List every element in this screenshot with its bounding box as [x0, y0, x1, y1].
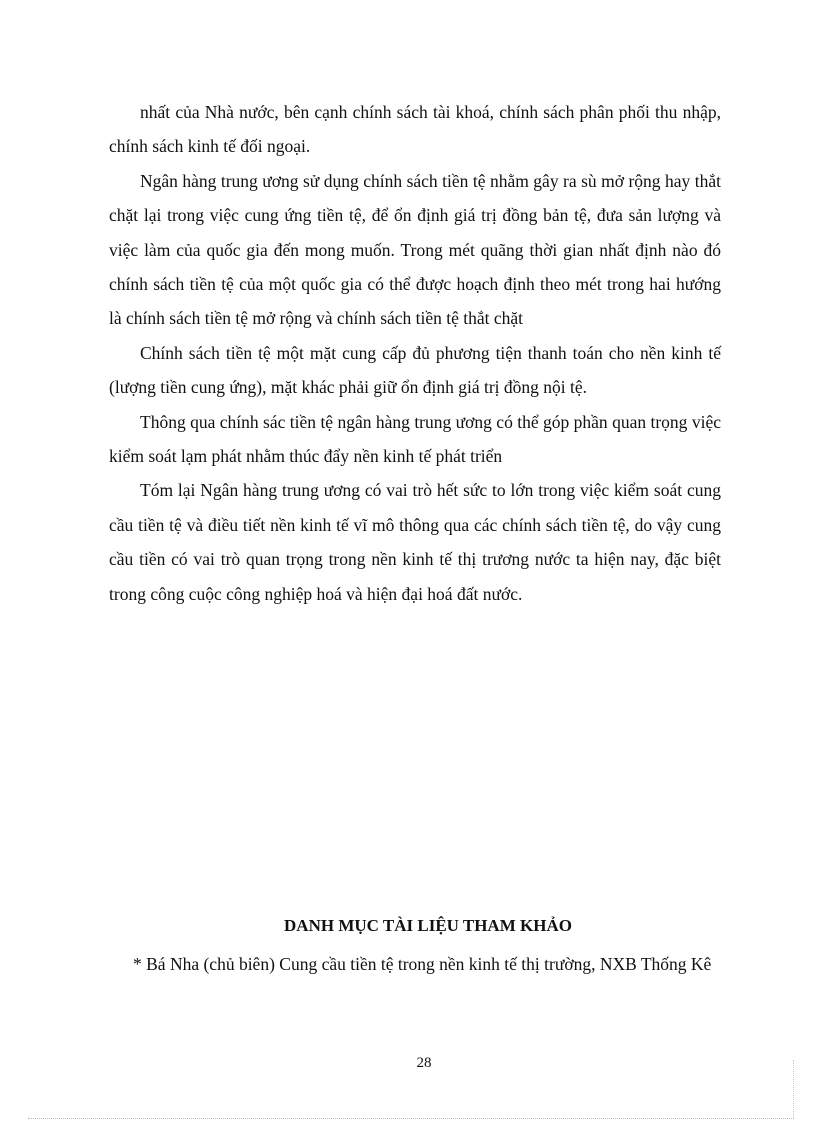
references-heading: DANH MỤC TÀI LIỆU THAM KHẢO	[284, 916, 572, 935]
paragraph-1: nhất của Nhà nước, bên cạnh chính sách tài khoá, chính sách phân phối thu nhập, chính sách kinh tế đối ngoại.	[109, 102, 721, 157]
reference-item: * Bá Nha (chủ biên) Cung cầu tiền tệ trong nền kinh tế thị trường, NXB Thống Kê	[133, 954, 712, 974]
paragraph-4: Thông qua chính sác tiền tệ ngân hàng trung ương có thể góp phần quan trọng việc kiểm soát lạm phát nhằm thúc đẩy nền kinh tế phát triển	[109, 411, 721, 467]
references-list	[109, 947, 721, 981]
body-text	[109, 95, 721, 611]
paragraph-2: Ngân hàng trung ương sử dụng chính sách tiền tệ nhằm gây ra sù mở rộng hay thắt chặt lại trong việc cung ứng tiền tệ, để ổn định giá trị đồng bản tệ, đưa sản lượng và việc làm của quốc gia đến mong muốn. Trong mét quãng thời gian nhất định nào đó chính sách tiền tệ của một quốc gia có thể được hoạch định theo mét trong hai hướng là chính sách tiền tệ mở rộng và chính sách tiền tệ thắt chặt	[109, 170, 721, 329]
page-border-bottom	[28, 1118, 794, 1119]
paragraph-3: Chính sách tiền tệ một mặt cung cấp đủ phương tiện thanh toán cho nền kinh tế (lượng tiền cung ứng), mặt khác phải giữ ổn định giá trị đồng nội tệ.	[109, 342, 721, 398]
page-number: 28	[416, 1055, 432, 1071]
paragraph-5: Tóm lại Ngân hàng trung ương có vai trò hết sức to lớn trong việc kiểm soát cung cầu tiền tệ và điều tiết nền kinh tế vĩ mô thông qua các chính sách tiền tệ, do vậy cung cầu tiền có vai trò quan trọng trong nền kinh tế thị trương nước ta hiện nay, đặc biệt trong công cuộc công nghiệp hoá và hiện đại hoá đất nước.	[109, 480, 721, 604]
page-border-right	[793, 1060, 794, 1118]
